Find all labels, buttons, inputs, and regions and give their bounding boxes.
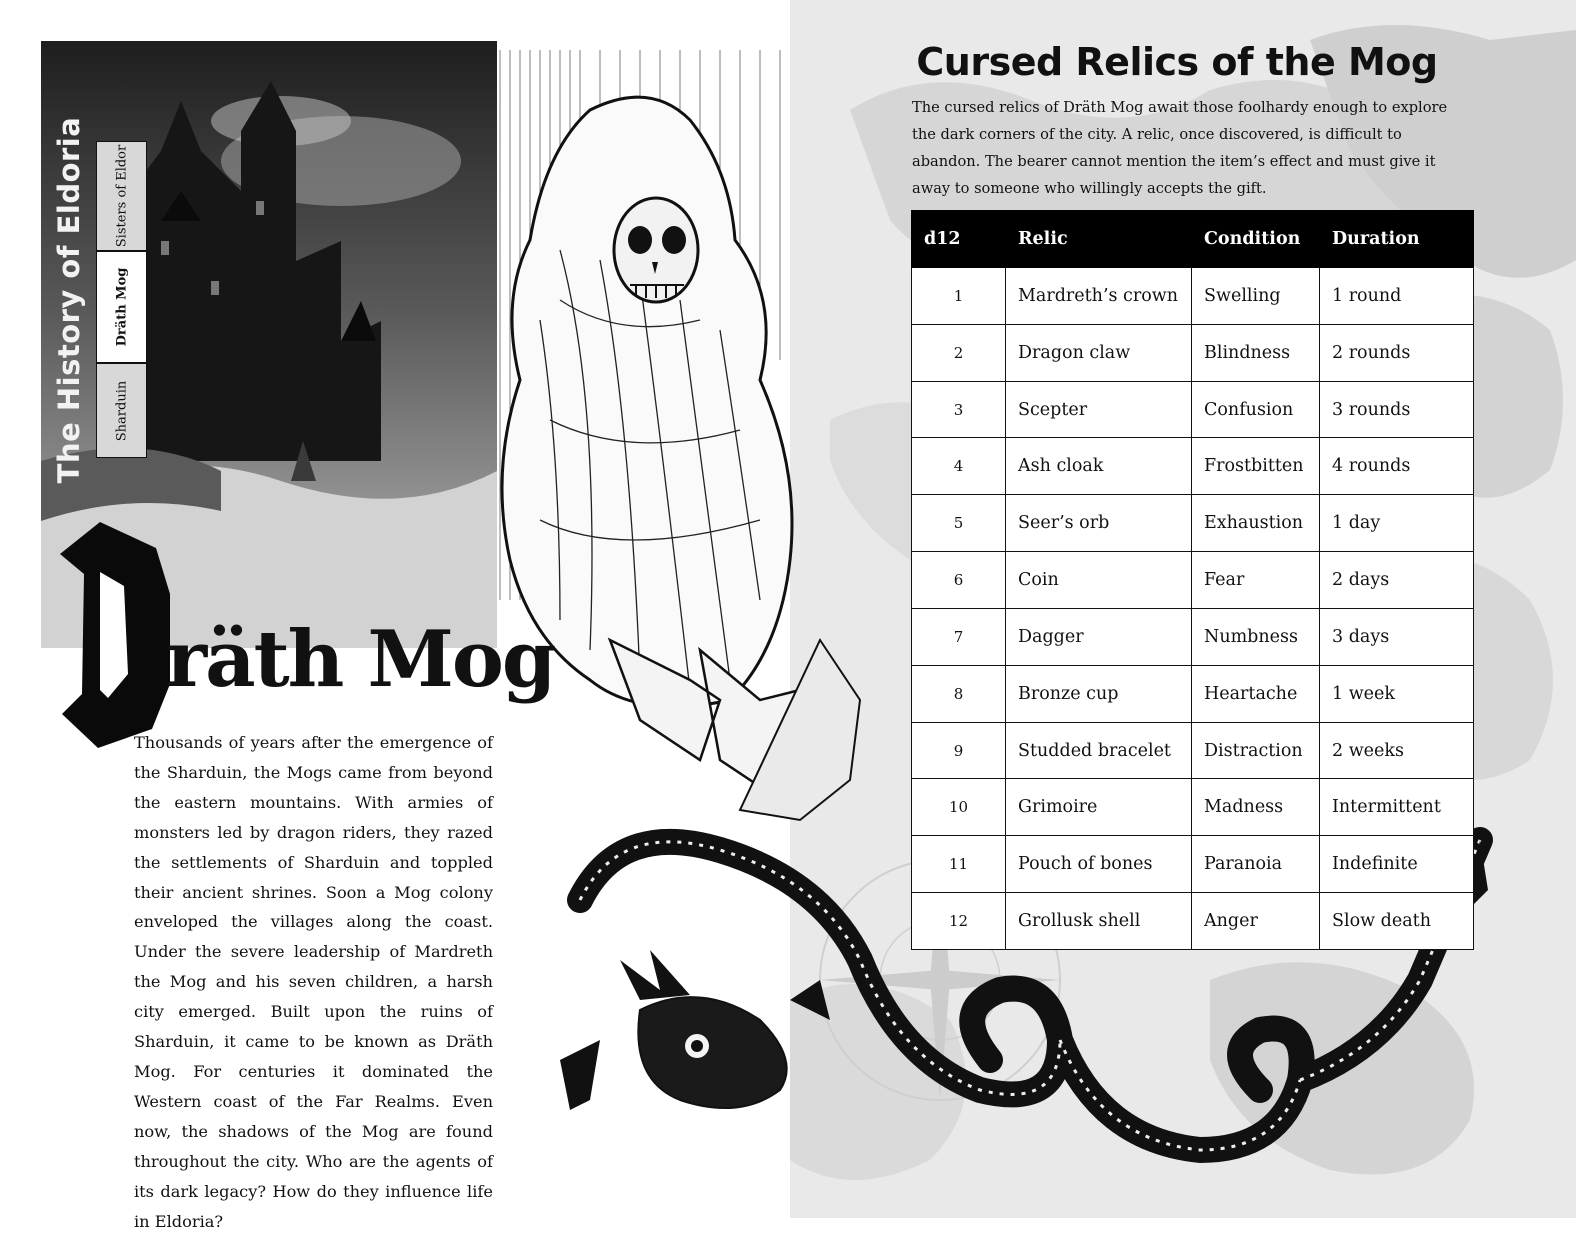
roll-cell: 6 [912,552,1006,609]
roll-cell: 9 [912,722,1006,779]
table-row [912,268,1474,325]
relic-cell: Bronze cup [1006,665,1192,722]
relic-cell: Pouch of bones [1006,836,1192,893]
side-title-text: The History of Eldoria [52,116,86,484]
tab-label: Sisters of Eldor [114,144,129,248]
relic-cell: Grimoire [1006,779,1192,836]
roll-cell: 8 [912,665,1006,722]
relic-cell: Coin [1006,552,1192,609]
column-header: Duration [1320,211,1474,268]
table-row [912,836,1474,893]
duration-cell: 3 rounds [1320,381,1474,438]
relic-cell: Dagger [1006,608,1192,665]
relics-table [911,210,1474,950]
condition-cell: Numbness [1192,608,1320,665]
duration-cell: 3 days [1320,608,1474,665]
condition-cell: Confusion [1192,381,1320,438]
condition-cell: Madness [1192,779,1320,836]
table-row [912,608,1474,665]
roll-cell: 12 [912,893,1006,950]
duration-cell: 2 weeks [1320,722,1474,779]
column-header: d12 [912,211,1006,268]
tab-label: Dräth Mog [114,267,129,347]
duration-cell: 1 round [1320,268,1474,325]
column-header: Condition [1192,211,1320,268]
relics-heading: Cursed Relics of the Mog [916,40,1438,84]
condition-cell: Exhaustion [1192,495,1320,552]
relic-cell: Scepter [1006,381,1192,438]
table-row [912,495,1474,552]
table-row [912,779,1474,836]
duration-cell: 4 rounds [1320,438,1474,495]
relics-intro: The cursed relics of Dräth Mog await those foolhardy enough to explore the dark corners of the city. A relic, once discovered, is difficult to abandon. The bearer cannot mention the item’s effect and must give it away to someone who willingly accepts the gift. [912,99,1448,197]
relic-cell: Ash cloak [1006,438,1192,495]
condition-cell: Frostbitten [1192,438,1320,495]
condition-cell: Distraction [1192,722,1320,779]
relic-cell: Studded bracelet [1006,722,1192,779]
table-row [912,381,1474,438]
duration-cell: 2 days [1320,552,1474,609]
relic-cell: Grollusk shell [1006,893,1192,950]
table-row [912,552,1474,609]
table-header-row [912,211,1474,268]
condition-cell: Anger [1192,893,1320,950]
duration-cell: 1 week [1320,665,1474,722]
duration-cell: Intermittent [1320,779,1474,836]
duration-cell: 1 day [1320,495,1474,552]
roll-cell: 11 [912,836,1006,893]
roll-cell: 5 [912,495,1006,552]
roll-cell: 3 [912,381,1006,438]
roll-cell: 10 [912,779,1006,836]
condition-cell: Swelling [1192,268,1320,325]
duration-cell: Indefinite [1320,836,1474,893]
condition-cell: Paranoia [1192,836,1320,893]
roll-cell: 4 [912,438,1006,495]
roll-cell: 7 [912,608,1006,665]
table-row [912,324,1474,381]
tab-label: Sharduin [114,380,129,441]
duration-cell: Slow death [1320,893,1474,950]
history-paragraph: Thousands of years after the emergence of the Sharduin, the Mogs came from beyond the eastern mountains. With armies of monsters led by dragon riders, they razed the settlements of Sharduin and toppled their ancient shrines. Soon a Mog colony enveloped the villages along the coast. Under the severe leadership of Mardreth the Mog and his seven children, a harsh city emerged. Built upon the ruins of Sharduin, it came to be known as Dräth Mog. For centuries it dominated the Western coast of the Far Realms. Even now, the shadows of the Mog are found throughout the city. Who are the agents of its dark legacy? How do they influence life in Eldoria? [134,733,493,1231]
condition-cell: Heartache [1192,665,1320,722]
table-row [912,438,1474,495]
relic-cell: Seer’s orb [1006,495,1192,552]
duration-cell: 2 rounds [1320,324,1474,381]
page-title: räth Mog [166,614,555,705]
table-row [912,665,1474,722]
roll-cell: 2 [912,324,1006,381]
relic-cell: Dragon claw [1006,324,1192,381]
drop-cap-letter [52,514,172,750]
condition-cell: Fear [1192,552,1320,609]
column-header: Relic [1006,211,1192,268]
condition-cell: Blindness [1192,324,1320,381]
relic-cell: Mardreth’s crown [1006,268,1192,325]
table-row [912,893,1474,950]
roll-cell: 1 [912,268,1006,325]
table-row [912,722,1474,779]
